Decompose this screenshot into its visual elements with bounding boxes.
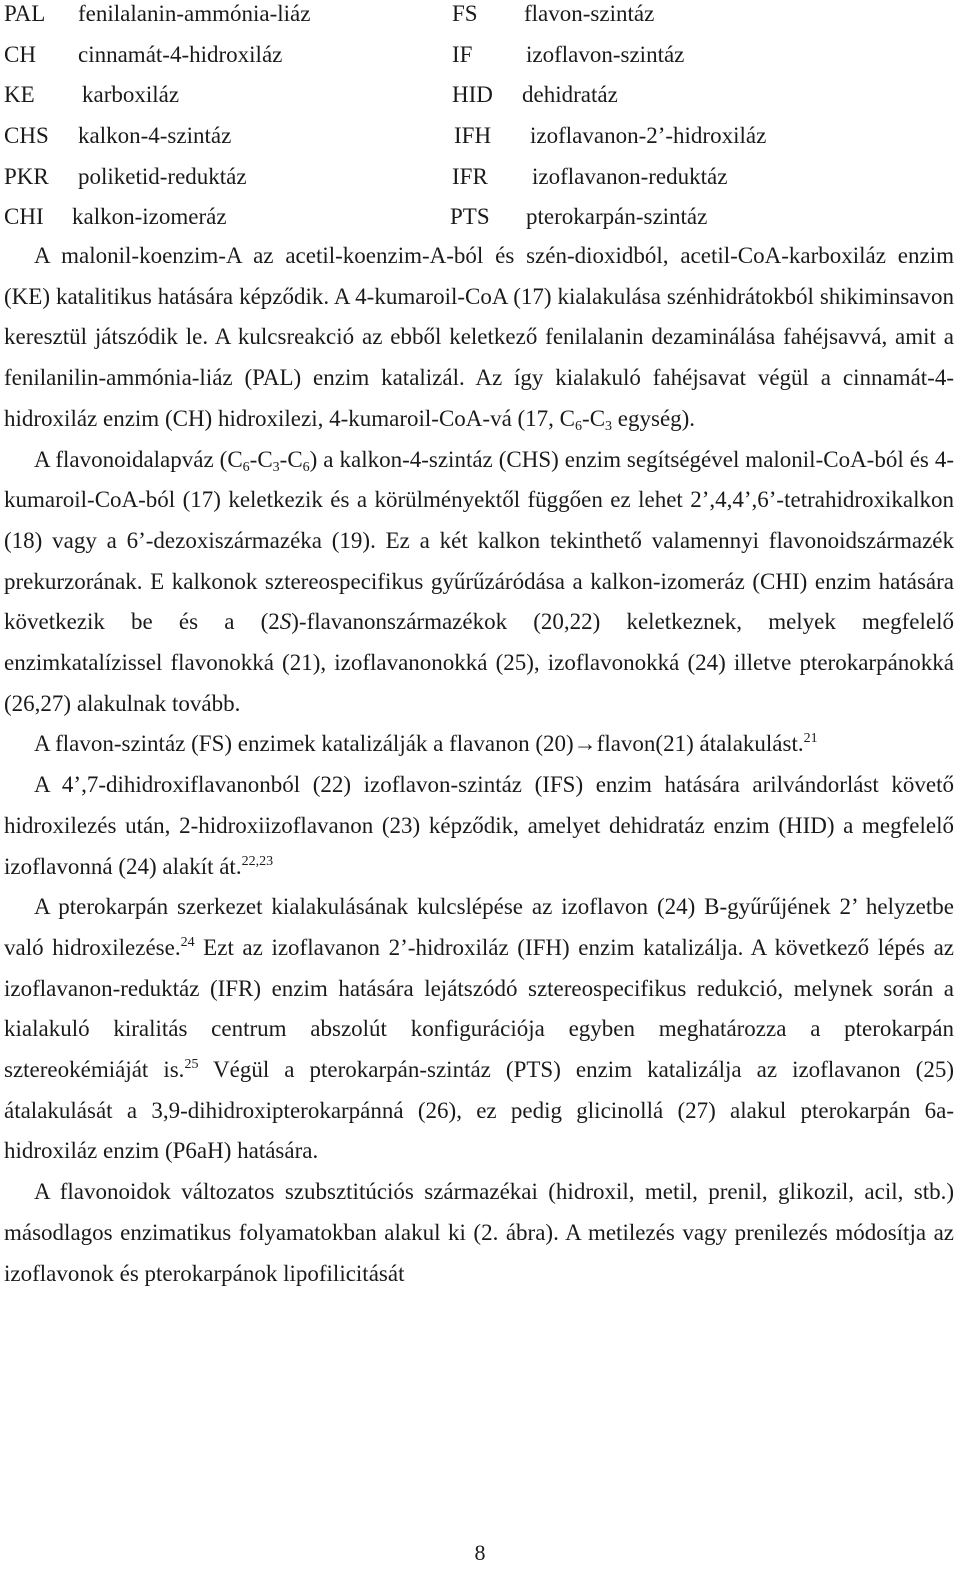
- abbreviation-name: kalkon-izomeráz: [72, 204, 227, 230]
- abbreviation-code: IF: [452, 41, 473, 67]
- arrow-glyph: →: [573, 731, 597, 757]
- text-run: ) a kalkon-4-szintáz (CHS) enzim segítségével malonil-CoA-ból és 4-kumaroil-CoA-ból (17) keletkezik és a körülményektől függően ez lehet 2’,4,4’,6’-tetrahidroxikalkon (18) vagy a 6’-dezoxiszármazéka (19). Ez a két kalkon tekinthető valamennyi flavonoidszármazék prekurzorának. E kalkonok sztereospecifikus gyűrűzáródása a kalkon-izomeráz (CHI) enzim hatására következik be és a (2: [4, 446, 954, 635]
- abbreviation-row: [4, 122, 954, 163]
- text-run: A flavonoidalapváz (C: [34, 446, 243, 472]
- abbreviation-name: pterokarpán-szintáz: [526, 204, 708, 230]
- text-run: A flavonoidok változatos szubsztitúciós származékai (hidroxil, metil, prenil, glikozil, acil, stb.) másodlagos enzimatikus folyamatokban alakul ki (2. ábra). A metilezés vagy prenilezés módosítja az izoflavonok és pterokarpánok lipofilicitását: [4, 1179, 954, 1286]
- abbreviation-row: [4, 81, 954, 122]
- text-run: Végül a pterokarpán-szintáz (PTS) enzim katalizálja az izoflavanon (25) átalakulását a 3,9-dihidroxipterokarpánná (26), ez pedig glicinollá (27) alakul pterokarpán 6a-hidroxiláz enzim (P6aH) hatására.: [4, 1057, 954, 1164]
- body-text: [4, 236, 954, 1294]
- italic-text: S: [279, 609, 292, 635]
- text-run: -C: [582, 405, 606, 431]
- abbreviation-code: FS: [452, 1, 478, 26]
- abbreviation-name: izoflavanon-reduktáz: [532, 163, 728, 189]
- abbreviation-code: CHI: [4, 204, 44, 230]
- abbreviation-name: izoflavon-szintáz: [526, 41, 685, 67]
- abbreviation-row: [4, 41, 954, 82]
- paragraph: [4, 724, 954, 765]
- abbreviation-code: PKR: [4, 163, 49, 189]
- abbreviation-row: [4, 0, 954, 41]
- text-run: flavon(21) átalakulást.: [596, 731, 804, 757]
- reference-superscript: 22,23: [241, 853, 274, 869]
- text-run: A pterokarpán szerkezet kialakulásának kulcslépése az izoflavon (24) B-gyűrűjének 2’ helyzetbe való hidroxilezése.: [4, 894, 954, 960]
- subscript: 6: [575, 418, 583, 434]
- text-run: A 4’,7-dihidroxiflavanonból (22) izoflavon-szintáz (IFS) enzim hatására arilvándorlást követő hidroxilezés után, 2-hidroxiizoflavanon (23) képződik, amelyet dehidratáz enzim (HID) a megfelelő izoflavonná (24) alakít át.: [4, 772, 954, 879]
- text-run: -C: [249, 446, 273, 472]
- abbreviation-name: cinnamát-4-hidroxiláz: [78, 41, 283, 67]
- paragraph: [4, 1172, 954, 1294]
- abbreviation-code: CH: [4, 41, 36, 67]
- abbreviation-table: [4, 0, 954, 244]
- reference-superscript: 25: [184, 1057, 199, 1073]
- abbreviation-name: fenilalanin-ammónia-liáz: [78, 1, 311, 26]
- paragraph: [4, 440, 954, 725]
- subscript: 6: [242, 459, 250, 475]
- paragraph: [4, 236, 954, 440]
- abbreviation-name: karboxiláz: [82, 82, 180, 108]
- abbreviation-code: CHS: [4, 123, 49, 149]
- abbreviation-row: [4, 163, 954, 204]
- abbreviation-name: kalkon-4-szintáz: [78, 123, 232, 149]
- text-run: )-flavanonszármazékok (20,22) keletkeznek, melyek megfelelő enzimkatalízissel flavonokká (21), izoflavanonokká (25), izoflavonokká (24) illetve pterokarpánokká (26,27) alakulnak tovább.: [4, 609, 954, 716]
- abbreviation-code: KE: [4, 82, 35, 108]
- abbreviation-name: flavon-szintáz: [524, 1, 655, 26]
- paragraph: [4, 765, 954, 887]
- abbreviation-name: poliketid-reduktáz: [78, 163, 247, 189]
- text-run: Ezt az izoflavanon 2’-hidroxiláz (IFH) enzim katalizálja. A következő lépés az izoflavanon-reduktáz (IFR) enzim hatására lejátszódó sztereospecifikus redukció, melynek során a kialakuló kiralitás centrum abszolút konfigurációja egyben meghatározza a pterokarpán sztereokémiáját is.: [4, 934, 955, 1083]
- paragraph: [4, 887, 954, 1172]
- abbreviation-code: IFH: [454, 123, 492, 149]
- text-run: A flavon-szintáz (FS) enzimek katalizálják a flavanon (20): [34, 731, 574, 757]
- reference-superscript: 21: [803, 731, 818, 747]
- abbreviation-name: dehidratáz: [522, 82, 618, 108]
- abbreviation-code: PTS: [450, 204, 490, 230]
- abbreviation-code: IFR: [452, 163, 488, 189]
- text-run: A malonil-koenzim-A az acetil-koenzim-A-ból és szén-dioxidból, acetil-CoA-karboxiláz enzim (KE) katalitikus hatására képződik. A 4-kumaroil-CoA (17) kialakulása szénhidrátokból shikiminsavon keresztül játszódik le. A kulcsreakció az ebből keletkező fenilalanin dezaminálása fahéjsavvá, amit a fenilanilin-ammónia-liáz (PAL) enzim katalizál. Az így kialakuló fahéjsavat végül a cinnamát-4-hidroxiláz enzim (CH) hidroxilezi, 4-kumaroil-CoA-vá (17, C: [4, 243, 954, 431]
- abbreviation-code: PAL: [4, 1, 46, 26]
- text-run: -C: [279, 446, 303, 472]
- text-run: egység).: [612, 405, 696, 431]
- abbreviation-name: izoflavanon-2’-hidroxiláz: [530, 123, 767, 149]
- reference-superscript: 24: [180, 934, 195, 950]
- subscript: 3: [272, 459, 280, 475]
- abbreviation-code: HID: [452, 82, 493, 108]
- page-number: 8: [474, 1540, 486, 1565]
- subscript: 3: [605, 418, 613, 434]
- subscript: 6: [302, 459, 310, 475]
